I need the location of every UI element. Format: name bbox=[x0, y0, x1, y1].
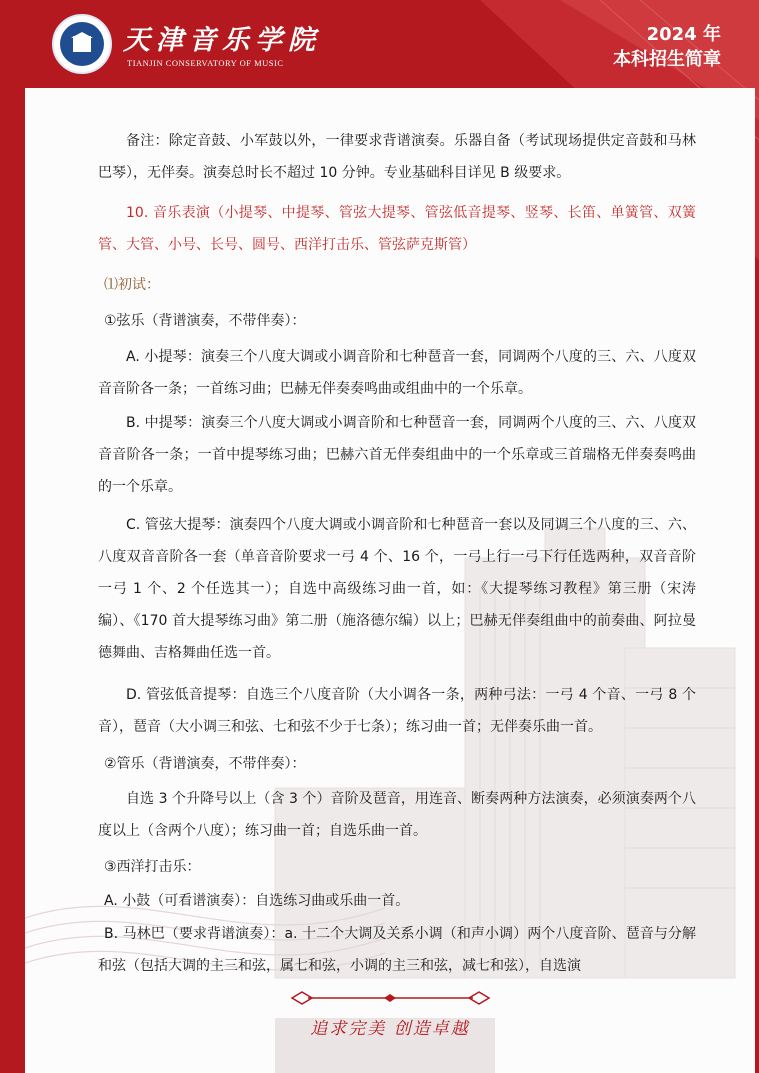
document-page bbox=[25, 88, 755, 1073]
footer-ornament-icon bbox=[288, 988, 493, 1008]
subheading-preliminary: ⑴初试： bbox=[104, 277, 160, 293]
marimba-requirements: B. 马林巴（要求背谱演奏）：a. 十二个大调及关系小调（和声小调）两个八度音阶、琶音与分解和弦（包括大调的主三和弦，属七和弦，小调的主三和弦，减七和弦），自选演 bbox=[98, 926, 696, 974]
brochure-title: 本科招生简章 bbox=[613, 49, 721, 70]
snare-drum-requirements: A. 小鼓（可看谱演奏）：自选练习曲或乐曲一首。 bbox=[104, 893, 410, 909]
footer-slogan: 追求完美 创造卓越 bbox=[310, 1019, 470, 1039]
violin-requirements: A. 小提琴：演奏三个八度大调或小调音阶和七种琶音一套，同调两个八度的三、六、八度双音音阶各一条；一首练习曲；巴赫无伴奏奏鸣曲或组曲中的一个乐章。 bbox=[98, 349, 696, 397]
school-name-cn: 天津音乐学院 bbox=[123, 25, 321, 56]
subheading-strings: ①弦乐（背谱演奏，不带伴奏）： bbox=[104, 313, 306, 329]
page-header bbox=[0, 0, 759, 88]
cello-requirements: C. 管弦大提琴：演奏四个八度大调或小调音阶和七种琶音一套以及同调三个八度的三、六、八度双音音阶各一套（单音音阶要求一弓 4 个、16 个，一弓上行一弓下行任选两种，双音音阶一弓 1 个、2 个任选其一）；自选中高级练习曲一首，如：《大提琴练习教程》第三册（宋涛编）、《170 首大提琴练习曲》第二册（施洛德尔编）以上；巴赫无伴奏组曲中的前奏曲、阿拉曼德舞曲、吉格舞曲任选一首。 bbox=[98, 517, 696, 661]
subheading-percussion: ③西洋打击乐： bbox=[104, 859, 201, 875]
winds-requirements: 自选 3 个升降号以上（含 3 个）音阶及琶音，用连音、断奏两种方法演奏，必须演奏两个八度以上（含两个八度）；练习曲一首；自选乐曲一首。 bbox=[98, 791, 696, 839]
school-name-en: TIANJIN CONSERVATORY OF MUSIC bbox=[127, 58, 284, 68]
subheading-winds: ②管乐（背谱演奏，不带伴奏）： bbox=[104, 756, 306, 772]
brochure-year: 2024 年 bbox=[646, 24, 721, 45]
note-paragraph: 备注：除定音鼓、小军鼓以外，一律要求背谱演奏。乐器自备（考试现场提供定音鼓和马林巴琴），无伴奏。演奏总时长不超过 10 分钟。专业基础科目详见 B 级要求。 bbox=[98, 133, 696, 181]
section-heading-music-performance: 10. 音乐表演（小提琴、中提琴、管弦大提琴、管弦低音提琴、竖琴、长笛、单簧管、双簧管、大管、小号、长号、圆号、西洋打击乐、管弦萨克斯管） bbox=[98, 205, 696, 253]
double-bass-requirements: D. 管弦低音提琴：自选三个八度音阶（大小调各一条，两种弓法：一弓 4 个音、一弓 8 个音），琶音（大小调三和弦、七和弦不少于七条）；练习曲一首；无伴奏乐曲一首。 bbox=[98, 687, 696, 735]
viola-requirements: B. 中提琴：演奏三个八度大调或小调音阶和七种琶音一套，同调两个八度的三、六、八度双音音阶各一条；一首中提琴练习曲；巴赫六首无伴奏组曲中的一个乐章或三首瑞格无伴奏奏鸣曲的一个乐章。 bbox=[98, 415, 696, 495]
school-logo bbox=[52, 14, 112, 74]
